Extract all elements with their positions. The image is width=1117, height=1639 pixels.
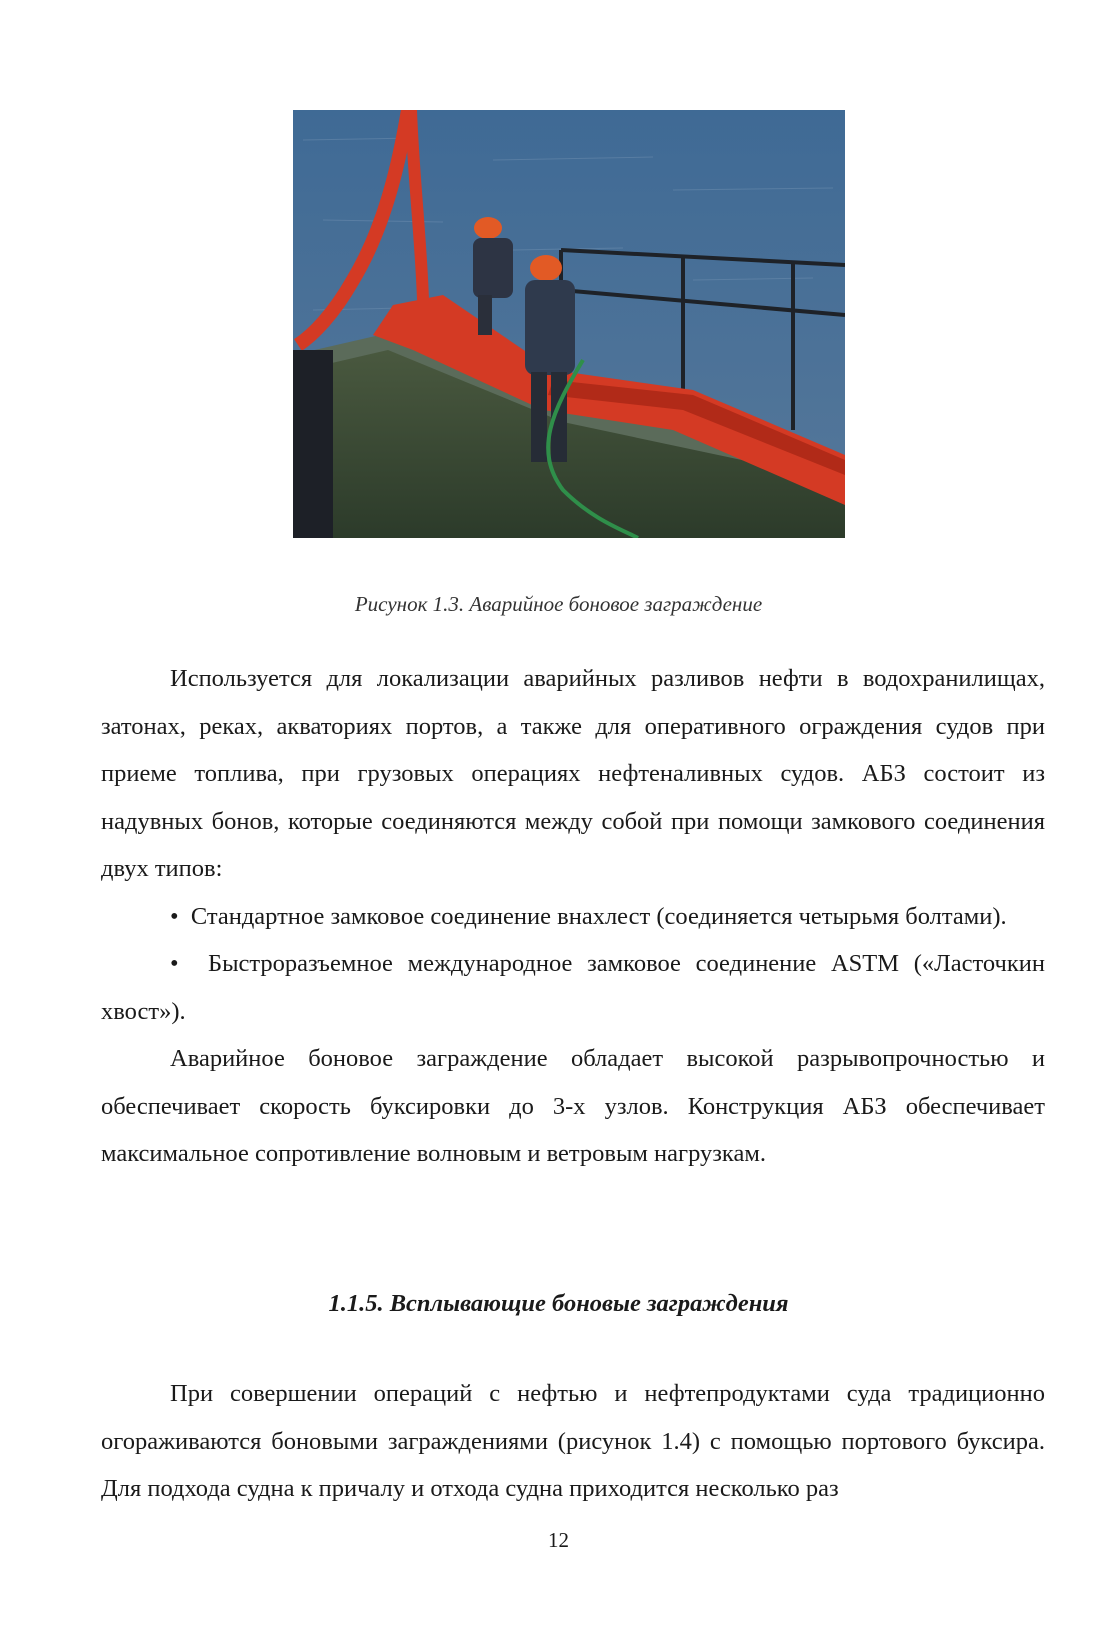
body-text-upper: [101, 655, 1045, 1178]
bullet-text-1: Стандартное замковое соединение внахлест (соединяется четырьмя болтами).: [190, 902, 1007, 930]
bullet-text-2: Быстроразъемное международное замковое соединение ASTM («Ласточкин хвост»).: [101, 950, 1045, 1025]
paragraph-intro: Используется для локализации аварийных разливов нефти в водохранилищах, затонах, реках, акваториях портов, а также для оперативного ограждения судов при приеме топлива, при грузовых операциях нефтеналивных судов. АБЗ состоит из надувных бонов, которые соединяются между собой при помощи замкового соединения двух типов:: [101, 665, 1045, 882]
bullet-item-2: • Быстроразъемное международное замковое соединение ASTM («Ласточкин хвост»).: [101, 950, 1045, 1025]
body-text-lower: [101, 1370, 1045, 1513]
paragraph-floating-booms: При совершении операций с нефтью и нефтепродуктами суда традиционно огораживаются боновыми заграждениями (рисунок 1.4) с помощью портового буксира. Для подхода судна к причалу и отхода судна приходится несколько раз: [101, 1380, 1045, 1502]
paragraph-strength: Аварийное боновое заграждение обладает высокой разрывопрочностью и обеспечивает скорость буксировки до 3-х узлов. Конструкция АБЗ обеспечивает максимальное сопротивление волновым и ветровым нагрузкам.: [101, 1045, 1045, 1167]
boom-photo: [293, 110, 845, 538]
bullet-item-1: • Стандартное замковое соединение внахлест (соединяется четырьмя болтами).: [170, 902, 1007, 930]
page-number: 12: [548, 1528, 569, 1552]
figure-caption: Рисунок 1.3. Аварийное боновое заграждение: [354, 592, 763, 616]
section-heading: 1.1.5. Всплывающие боновые заграждения: [328, 1290, 789, 1317]
